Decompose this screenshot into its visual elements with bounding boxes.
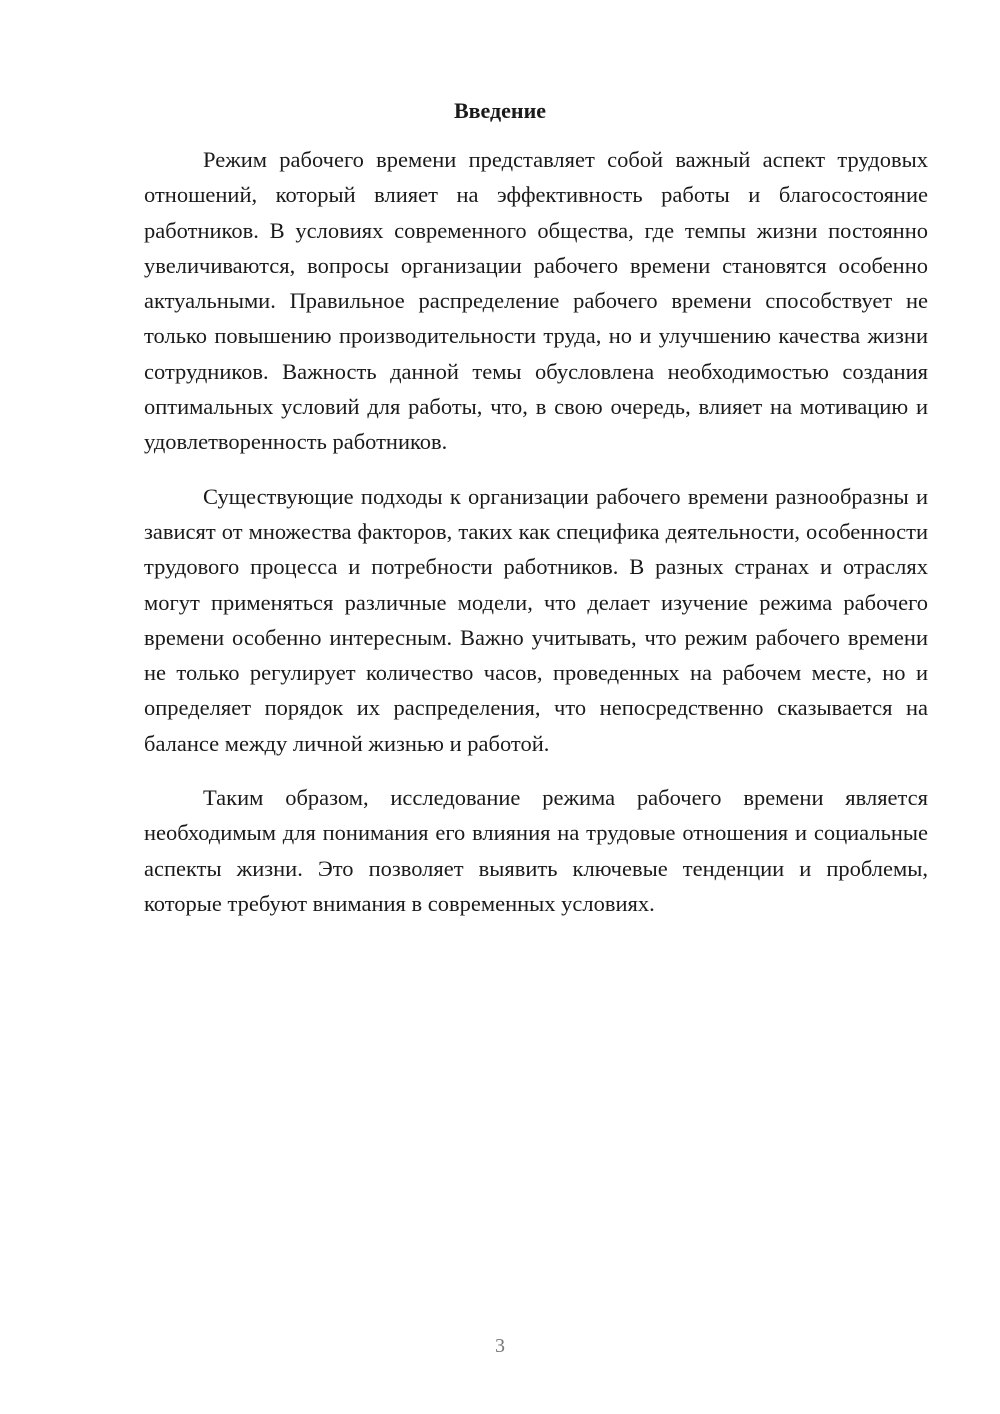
paragraph-3: Таким образом, исследование режима рабочего времени является необходимым для понимания его влияния на трудовые отношения и социальные аспекты жизни. Это позволяет выявить ключевые тенденции и проблемы, которые требуют внимания в современных условиях. xyxy=(144,785,928,916)
paragraph-1: Режим рабочего времени представляет собой важный аспект трудовых отношений, который влияет на эффективность работы и благосостояние работников. В условиях современного общества, где темпы жизни постоянно увеличиваются, вопросы организации рабочего времени становятся особенно актуальными. Правильное распределение рабочего времени способствует не только повышению производительности труда, но и улучшению качества жизни сотрудников. Важность данной темы обусловлена необходимостью создания оптимальных условий для работы, что, в свою очередь, влияет на мотивацию и удовлетворенность работников. xyxy=(144,147,928,455)
section-heading: Введение xyxy=(453,98,547,123)
page-number: 3 xyxy=(495,1335,505,1357)
paragraph-2: Существующие подходы к организации рабочего времени разнообразны и зависят от множества факторов, таких как специфика деятельности, особенности трудового процесса и потребности работников. В разных странах и отраслях могут применяться различные модели, что делает изучение режима рабочего времени особенно интересным. Важно учитывать, что режим рабочего времени не только регулирует количество часов, проведенных на рабочем месте, но и определяет порядок их распределения, что непосредственно сказывается на балансе между личной жизнью и работой. xyxy=(144,483,928,756)
body-text xyxy=(144,142,928,940)
